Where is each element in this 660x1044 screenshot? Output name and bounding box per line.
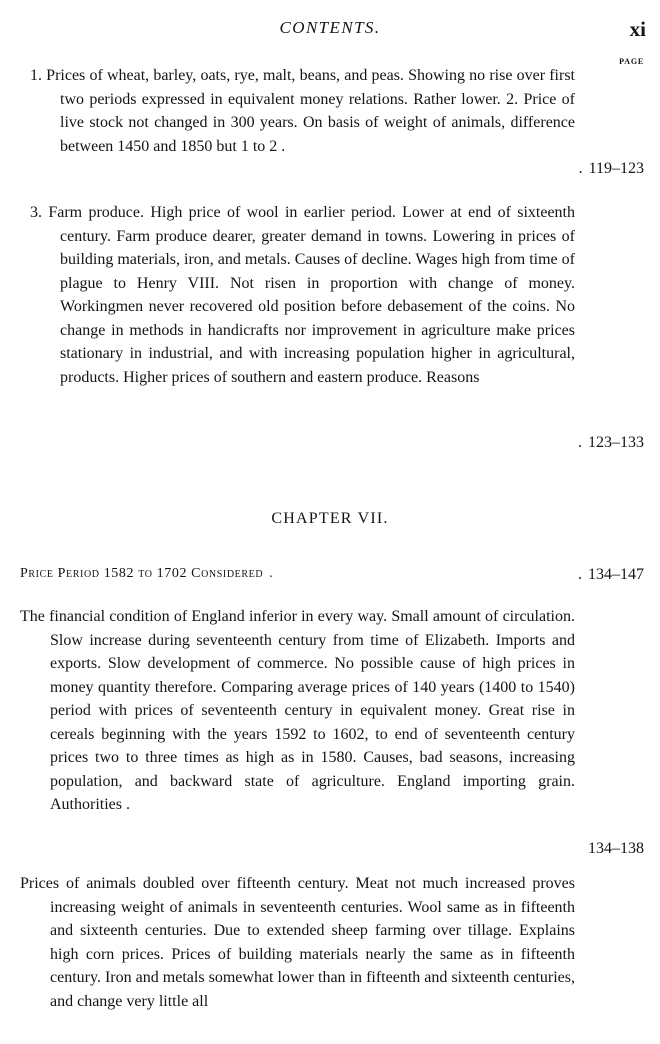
contents-entry: [20, 605, 575, 817]
leader-dot: .: [578, 160, 583, 177]
page-column-label: PAGE: [619, 57, 644, 66]
contents-entry: [30, 201, 575, 389]
running-title: CONTENTS.: [279, 18, 381, 37]
entry-text: 1. Prices of wheat, barley, oats, rye, malt, beans, and peas. Showing no rise over first two periods expressed in equivalent money relations. Rather lower. 2. Price of live stock not changed in 300 years. On basis of weight of animals, difference between 1450 and 1850 but 1 to 2 .: [30, 67, 575, 155]
contents-entry: [30, 64, 575, 158]
entry-text: Prices of animals doubled over fifteenth century. Meat not much increased proves increasing weight of animals in seventeenth centuries. Wool same as in fifteenth and sixteenth centuries. Due to extended sheep farming over tillage. Explains high corn prices. Prices of building materials nearly the same as in fifteenth century. Iron and metals somewhat lower than in fifteenth and sixteenth centuries, and change very little all: [20, 875, 575, 1010]
entry-page-range: 134–138: [588, 840, 644, 857]
leader-dot: .: [578, 434, 582, 451]
chapter-page-range: 134–147: [588, 566, 644, 583]
chapter-pages: [578, 566, 644, 584]
entry-page-range: 119–123: [588, 160, 644, 177]
entry-text: 3. Farm produce. High price of wool in earlier period. Lower at end of sixteenth century. Farm produce dearer, greater demand in towns. Lowering in prices of building materials, iron, and metals. Causes of decline. Wages high from time of plague to Henry VIII. Not risen in proportion with change of money. Workingmen never recovered old position before debasement of the coins. No change in methods in handicrafts nor improvement in agriculture make prices stationary in industrial, and with increasing population higher in agricultural, products. Higher prices of southern and eastern produce. Reasons: [30, 204, 575, 386]
leader-dot: .: [578, 566, 582, 583]
chapter-heading: CHAPTER VII.: [271, 510, 389, 527]
entry-text: The financial condition of England inferior in every way. Small amount of circulation. Slow increase during seventeenth century from time of Elizabeth. Imports and exports. Slow development of commerce. No possible cause of high prices in money quantity therefore. Comparing average prices of 140 years (1400 to 1540) period with prices of seventeenth century in equivalent money. Great rise in cereals beginning with the years 1592 to 1602, to end of seventeenth century prices two to three times as high as in 1580. Causes, bad seasons, increasing population, and backward state of agriculture. England importing grain. Authorities .: [20, 608, 575, 813]
running-head: [0, 8, 660, 41]
entry-pages: [588, 840, 644, 858]
entry-pages: [579, 160, 644, 178]
page-number: xi: [629, 17, 646, 41]
leader-dot: .: [269, 566, 274, 581]
chapter-title: [20, 566, 273, 582]
contents-entry: [20, 872, 575, 1013]
entry-pages: [578, 434, 644, 452]
chapter-title-text: Price Period 1582 to 1702 Considered: [20, 566, 264, 581]
entry-page-range: 123–133: [588, 434, 644, 451]
